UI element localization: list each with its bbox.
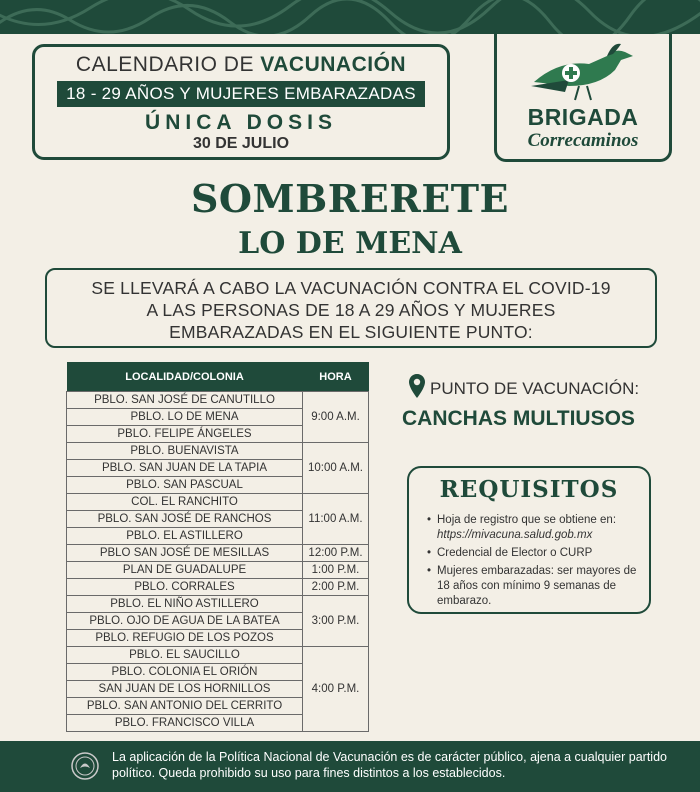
roadrunner-logo-icon [529, 42, 639, 102]
table-row [67, 392, 369, 409]
map-pin-icon [408, 373, 426, 399]
locality-cell: COL. EL RANCHITO [67, 494, 303, 511]
time-cell: 3:00 P.M. [303, 596, 369, 647]
city-title: SOMBRERETE [190, 176, 510, 221]
time-cell: 12:00 P.M. [303, 545, 369, 562]
intro-line: EMBARAZADAS EN EL SIGUIENTE PUNTO: [169, 322, 533, 342]
registration-link[interactable]: https://mivacuna.salud.gob.mx [437, 529, 593, 541]
time-cell: 4:00 P.M. [303, 647, 369, 732]
national-seal-icon [70, 751, 100, 781]
locality-cell: PBLO. SAN PASCUAL [67, 477, 303, 494]
locality-cell: PBLO. SAN JOSÉ DE RANCHOS [67, 511, 303, 528]
locality-cell: PBLO. FELIPE ÁNGELES [67, 426, 303, 443]
intro-line: SE LLEVARÁ A CABO LA VACUNACIÓN CONTRA EL COVID-19 [91, 278, 611, 298]
locality-cell: PBLO. BUENAVISTA [67, 443, 303, 460]
requirements-title: REQUISITOS [439, 476, 619, 503]
vaccination-point-place: CANCHAS MULTIUSOS [402, 407, 635, 430]
vaccination-date: 30 DE JULIO [192, 135, 290, 152]
ornament-pattern-icon [0, 0, 700, 34]
locality-cell: PBLO. SAN ANTONIO DEL CERRITO [67, 698, 303, 715]
requirement-item: • Credencial de Elector o CURP [427, 546, 647, 561]
column-header-time: HORA [303, 362, 369, 392]
table-row [67, 494, 369, 511]
footer-band [0, 741, 700, 792]
locality-cell: PBLO. LO DE MENA [67, 409, 303, 426]
brigada-logo-box [494, 34, 672, 162]
requirement-item: • Mujeres embarazadas: ser mayores de 18 años con mínimo 9 semanas de embarazo. [427, 564, 647, 609]
locality-cell: PBLO. FRANCISCO VILLA [67, 715, 303, 732]
locality-cell: PBLO. SAN JUAN DE LA TAPIA [67, 460, 303, 477]
dose-label: ÚNICA DOSIS [145, 111, 337, 134]
locality-cell: PBLO. COLONIA EL ORIÓN [67, 664, 303, 681]
time-cell: 1:00 P.M. [303, 562, 369, 579]
calendar-title [35, 53, 447, 77]
locality-cell: PBLO. REFUGIO DE LOS POZOS [67, 630, 303, 647]
requirements-list [427, 513, 647, 612]
place-title: LO DE MENA [238, 226, 462, 261]
locality-cell: SAN JUAN DE LOS HORNILLOS [67, 681, 303, 698]
table-row [67, 443, 369, 460]
locality-cell: PLAN DE GUADALUPE [67, 562, 303, 579]
requirement-item [427, 513, 647, 543]
locality-cell: PBLO. CORRALES [67, 579, 303, 596]
table-row [67, 596, 369, 613]
table-row [67, 562, 369, 579]
intro-box [45, 268, 657, 348]
calendar-title-prefix: CALENDARIO DE [75, 53, 261, 76]
requirement-text: Hoja de registro que se obtiene en: [437, 514, 617, 526]
requirements-box [407, 466, 651, 614]
time-cell: 11:00 A.M. [303, 494, 369, 545]
locality-cell: PBLO. SAN JOSÉ DE CANUTILLO [67, 392, 303, 409]
locality-cell: PBLO SAN JOSÉ DE MESILLAS [67, 545, 303, 562]
table-row [67, 647, 369, 664]
time-cell: 2:00 P.M. [303, 579, 369, 596]
time-cell: 10:00 A.M. [303, 443, 369, 494]
vaccination-point-label: PUNTO DE VACUNACIÓN: [430, 379, 640, 398]
locality-cell: PBLO. EL NIÑO ASTILLERO [67, 596, 303, 613]
schedule-body [67, 392, 369, 732]
intro-line: A LAS PERSONAS DE 18 A 29 AÑOS Y MUJERES [146, 300, 556, 320]
table-row [67, 579, 369, 596]
schedule-header-row [67, 362, 369, 392]
locality-cell: PBLO. EL ASTILLERO [67, 528, 303, 545]
locality-cell: PBLO. EL SAUCILLO [67, 647, 303, 664]
logo-title: BRIGADA [527, 104, 639, 130]
locality-cell: PBLO. OJO DE AGUA DE LA BATEA [67, 613, 303, 630]
footer-disclaimer: La aplicación de la Política Nacional de Vacunación es de carácter público, ajena a cualquier partido político. Queda prohibido su uso para fines distintos a los establecidos. [112, 750, 667, 780]
audience-banner: 18 - 29 AÑOS Y MUJERES EMBARAZADAS [57, 81, 425, 107]
table-row [67, 545, 369, 562]
schedule-table [66, 362, 369, 732]
logo-subtitle: Correcaminos [527, 130, 639, 151]
calendar-header-box [32, 44, 450, 160]
top-decorative-band [0, 0, 700, 34]
column-header-locality: LOCALIDAD/COLONIA [67, 362, 303, 392]
time-cell: 9:00 A.M. [303, 392, 369, 443]
calendar-title-bold: VACUNACIÓN [260, 53, 407, 76]
